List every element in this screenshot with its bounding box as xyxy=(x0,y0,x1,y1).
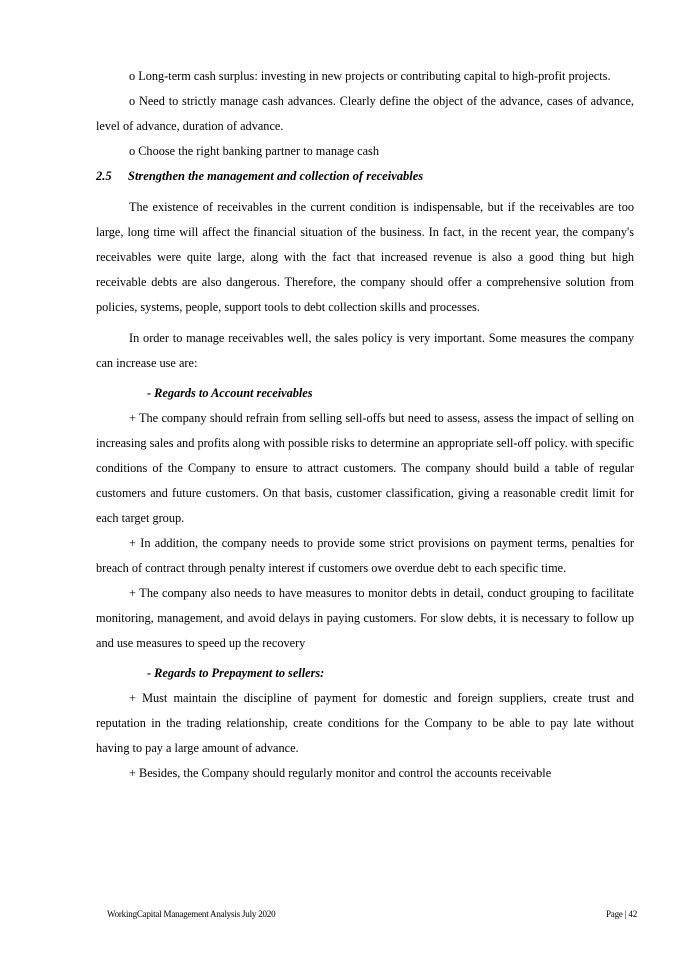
list-item: o Choose the right banking partner to manage cash xyxy=(129,144,379,158)
bullet-item: + Must maintain the discipline of payment for domestic and foreign suppliers, create trust and reputation in the trading relationship, create conditions for the Company to be able to pay late without having to pay a large amount of advance. xyxy=(96,691,634,755)
body-paragraph: In order to manage receivables well, the sales policy is very important. Some measures the company can increase use are: xyxy=(96,331,634,370)
section-number: 2.5 xyxy=(96,169,112,183)
bullet-item: + The company should refrain from selling sell-offs but need to assess, assess the impact of selling on increasing sales and profits along with possible risks to determine an appropriate sell-off policy. with specific conditions of the Company to ensure to attract customers. The company should build a table of regular customers and future customers. On that basis, customer classification, giving a reasonable credit limit for each target group. xyxy=(96,411,634,525)
document-page xyxy=(96,64,634,786)
bullet-item: + Besides, the Company should regularly monitor and control the accounts receivable xyxy=(129,766,552,780)
subheading-account-receivables: - Regards to Account receivables xyxy=(147,386,313,400)
body-paragraph: The existence of receivables in the current condition is indispensable, but if the receivables are too large, long time will affect the financial situation of the business. In fact, in the recent year, the company's receivables were quite large, along with the fact that increased revenue is also a good thing but high receivable debts are also dangerous. Therefore, the company should offer a comprehensive solution from policies, systems, people, support tools to debt collection skills and processes. xyxy=(96,200,634,314)
list-item: o Long-term cash surplus: investing in new projects or contributing capital to high-profit projects. xyxy=(129,69,611,83)
section-heading xyxy=(96,164,634,189)
page-footer xyxy=(107,909,637,919)
section-title: Strengthen the management and collection of receivables xyxy=(128,169,424,183)
page-number: Page | 42 xyxy=(606,909,637,919)
subheading-prepayment: - Regards to Prepayment to sellers: xyxy=(147,666,325,680)
bullet-item: + In addition, the company needs to provide some strict provisions on payment terms, penalties for breach of contract through penalty interest if customers owe overdue debt to each specific time. xyxy=(96,536,634,575)
bullet-item: + The company also needs to have measures to monitor debts in detail, conduct grouping to facilitate monitoring, management, and avoid delays in paying customers. For slow debts, it is necessary to follow up and use measures to speed up the recovery xyxy=(96,586,634,650)
list-item: o Need to strictly manage cash advances. Clearly define the object of the advance, cases of advance, level of advance, duration of advance. xyxy=(96,94,634,133)
footer-title: WorkingCapital Management Analysis July 2020 xyxy=(107,909,276,919)
